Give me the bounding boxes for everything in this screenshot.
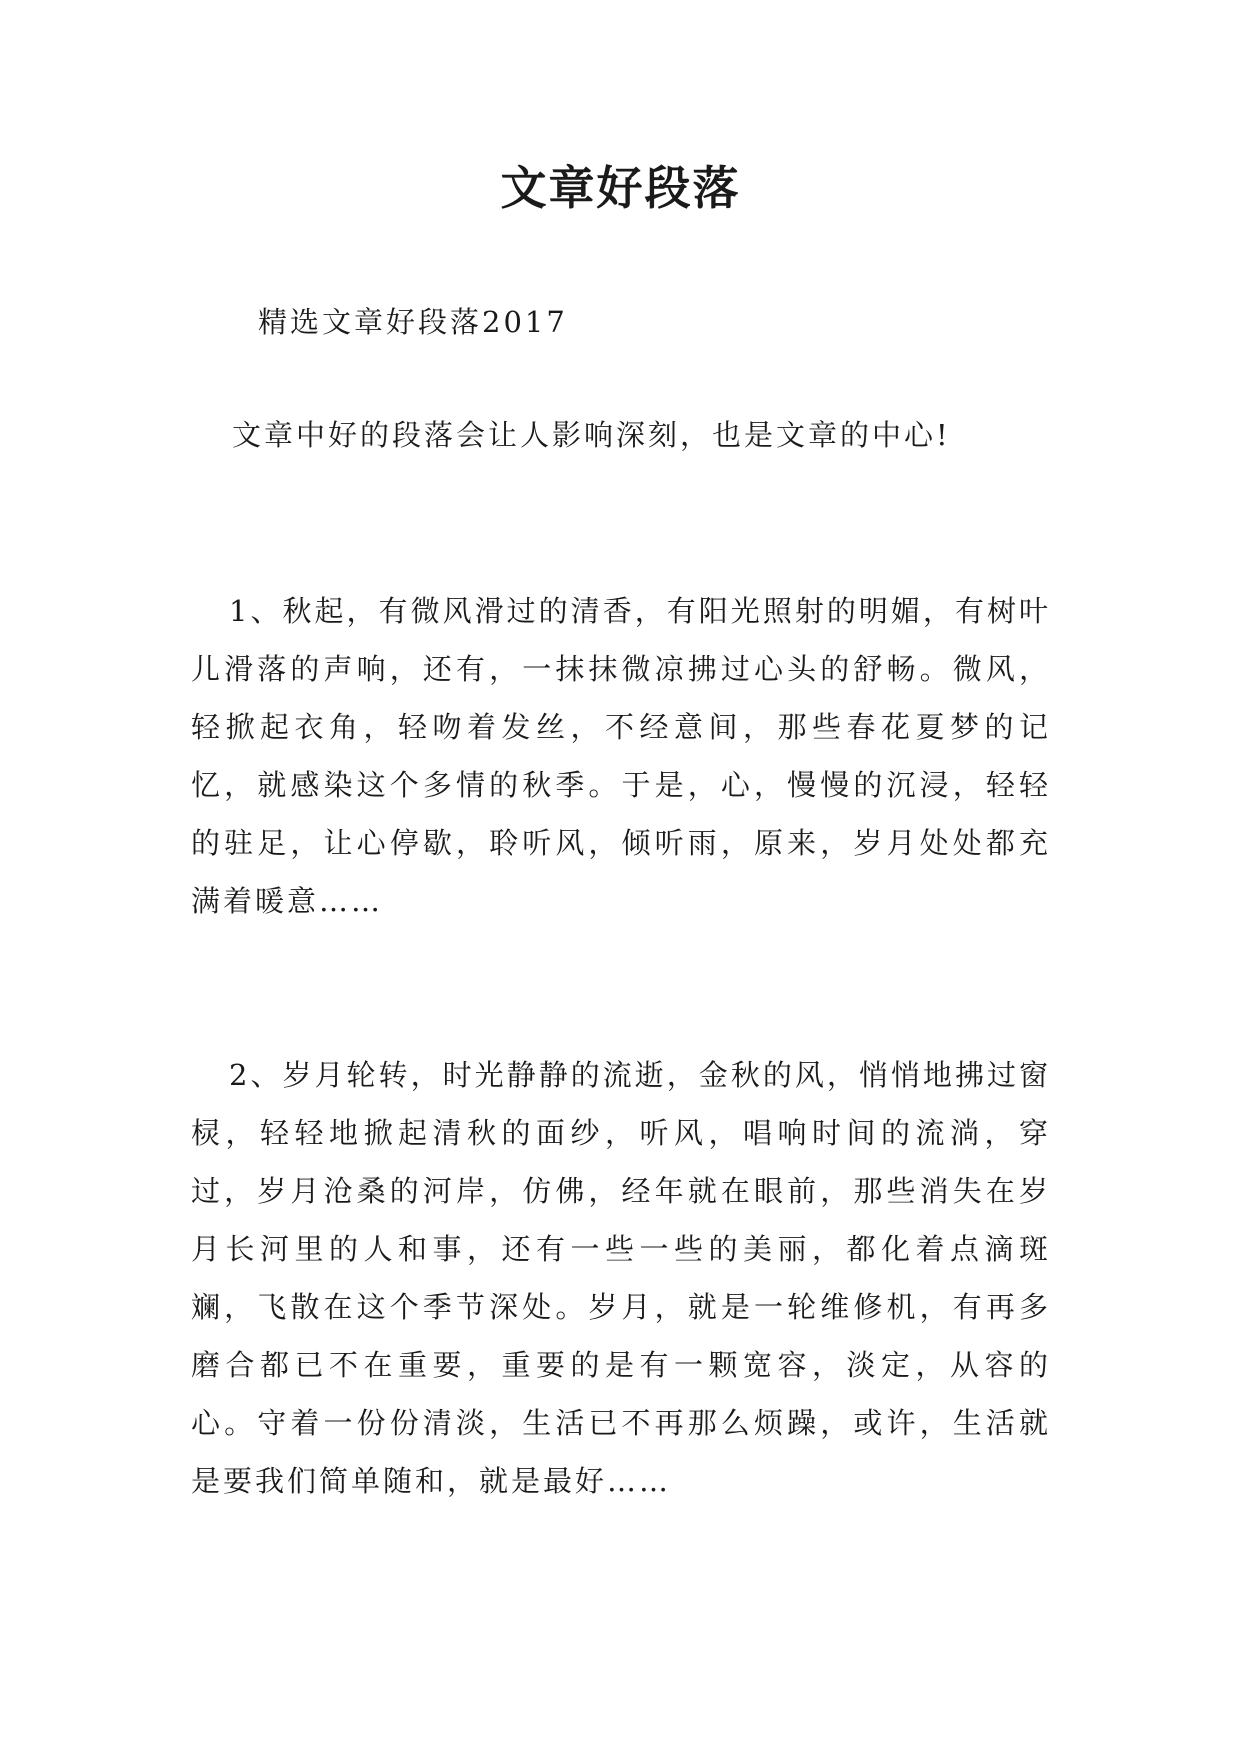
paragraph-2: 2、岁月轮转，时光静静的流逝，金秋的风，悄悄地拂过窗棂，轻轻地掀起清秋的面纱，听风，唱响时间的流淌，穿过，岁月沧桑的河岸，仿佛，经年就在眼前，那些消失在岁月长河里的人和事，还有一些一些的美丽，都化着点滴斑斓，飞散在这个季节深处。岁月，就是一轮维修机，有再多磨合都已不在重要，重要的是有一颗宽容，淡定，从容的心。守着一份份清淡，生活已不再那么烦躁，或许，生活就是要我们简单随和，就是最好…… <box>191 1058 1051 1498</box>
document-subtitle: 精选文章好段落2017 <box>258 305 568 339</box>
intro-line: 文章中好的段落会让人影响深刻，也是文章的中心! <box>232 418 951 452</box>
paragraph-1: 1、秋起，有微风滑过的清香，有阳光照射的明媚，有树叶儿滑落的声响，还有，一抹抹微凉拂过心头的舒畅。微风，轻掀起衣角，轻吻着发丝，不经意间，那些春花夏梦的记忆，就感染这个多情的秋季。于是，心，慢慢的沉浸，轻轻的驻足，让心停歇，聆听风，倾听雨，原来，岁月处处都充满着暖意…… <box>191 594 1051 918</box>
document-title: 文章好段落 <box>500 161 741 215</box>
